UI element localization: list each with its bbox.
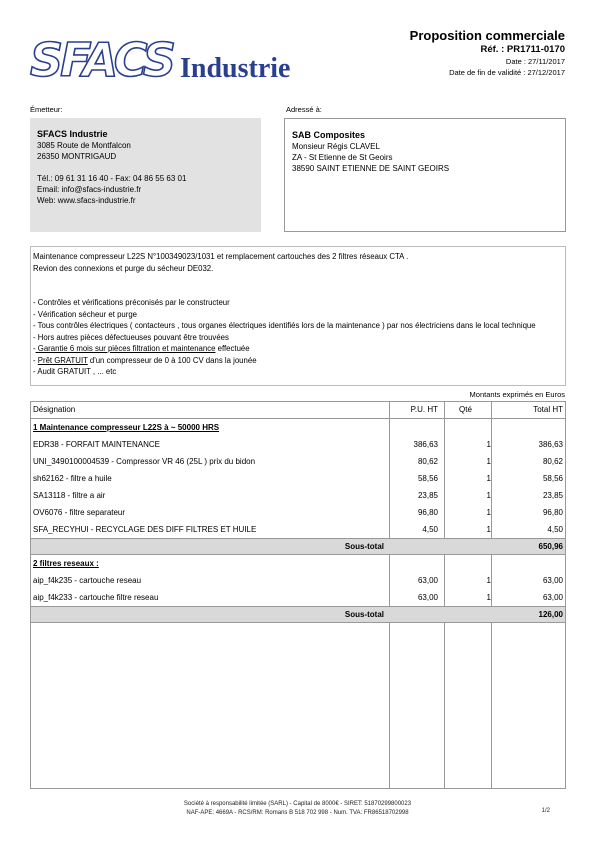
table-row <box>31 521 565 538</box>
table-row <box>31 589 565 606</box>
item-designation: UNI_3490100004539 - Compressor VR 46 (25L ) prix du bidon <box>33 457 256 466</box>
description-bullet: - Audit GRATUIT , ... etc <box>33 367 117 376</box>
item-total: 58,56 <box>542 474 563 483</box>
table-row <box>31 572 565 589</box>
item-total: 4,50 <box>547 525 563 534</box>
description-bullet-loan <box>33 355 563 367</box>
item-quantity: 1 <box>486 491 491 500</box>
bullet-prefix: - <box>33 355 38 365</box>
subtotal-value: 650,96 <box>538 542 563 551</box>
page-number: 1/2 <box>541 808 550 814</box>
item-designation: OV6076 - filtre separateur <box>33 508 126 517</box>
recipient-address-line2: 38590 SAINT ETIENNE DE SAINT GEOIRS <box>292 164 450 173</box>
subtotal-row <box>31 606 565 623</box>
company-logo <box>30 34 320 86</box>
item-total: 80,62 <box>542 457 563 466</box>
emitter-box <box>30 118 261 232</box>
table-row <box>31 487 565 504</box>
document-title: Proposition commerciale <box>409 28 565 43</box>
recipient-label: Adressé à: <box>286 105 322 114</box>
emitter-address-line2: 26350 MONTRIGAUD <box>37 152 117 161</box>
bullet-suffix: effectuée <box>215 344 250 353</box>
item-unit-price: 58,56 <box>417 474 438 483</box>
section-title-row <box>31 419 565 436</box>
header-total: Total HT <box>533 405 563 414</box>
section-title: 2 filtres reseaux : <box>33 559 99 568</box>
footer-line: Société à responsabilité limitée (SARL) - Capital de 8000€ - SIRET: 51870299800023 <box>183 801 412 807</box>
description-line: Maintenance compresseur L22S N°100349023/1031 et remplacement cartouches des 2 filtres réseaux CTA . <box>33 252 409 261</box>
emitter-address-line1: 3085 Route de Montfalcon <box>37 141 131 150</box>
description-box <box>30 246 566 386</box>
item-designation: EDR38 - FORFAIT MAINTENANCE <box>33 440 160 449</box>
logo-brand: SFACS <box>30 33 174 87</box>
emitter-web: Web: www.sfacs-industrie.fr <box>37 196 136 205</box>
items-table <box>30 401 566 789</box>
recipient-name: SAB Composites <box>292 130 366 140</box>
recipient-contact: Monsieur Régis CLAVEL <box>292 142 380 151</box>
warranty-text: Garantie 6 mois sur pièces filtration et maintenance <box>35 344 216 353</box>
item-quantity: 1 <box>486 525 491 534</box>
header-unit-price: P.U. HT <box>410 405 438 414</box>
section-title-row <box>31 555 565 572</box>
item-total: 386,63 <box>538 440 563 449</box>
item-unit-price: 63,00 <box>417 576 438 585</box>
free-loan-text: Prêt GRATUIT <box>37 355 88 365</box>
item-designation: aip_f4k233 - cartouche filtre reseau <box>33 593 159 602</box>
logo-suffix: Industrie <box>180 53 291 84</box>
emitter-name: SFACS Industrie <box>37 129 108 139</box>
table-row <box>31 504 565 521</box>
subtotal-value: 126,00 <box>538 610 563 619</box>
item-quantity: 1 <box>486 440 491 449</box>
item-quantity: 1 <box>486 457 491 466</box>
emitter-phone: Tél.: 09 61 31 16 40 - Fax: 04 86 55 63 01 <box>37 174 187 183</box>
emitter-label: Émetteur: <box>30 105 63 114</box>
currency-note: Montants exprimés en Euros <box>469 390 565 399</box>
item-total: 96,80 <box>542 508 563 517</box>
document-date: Date : 27/11/2017 <box>505 57 565 66</box>
item-unit-price: 23,85 <box>417 491 438 500</box>
item-unit-price: 80,62 <box>417 457 438 466</box>
footer-line: NAF-APE: 4669A - RCS/RM: Romans B 518 702 998 - Num. TVA: FR86518702998 <box>186 809 409 816</box>
item-total: 23,85 <box>542 491 563 500</box>
item-quantity: 1 <box>486 508 491 517</box>
table-header <box>31 402 565 419</box>
validity-date: Date de fin de validité : 27/12/2017 <box>449 68 565 77</box>
item-quantity: 1 <box>486 474 491 483</box>
bullet-prefix: - <box>33 344 36 353</box>
table-row <box>31 453 565 470</box>
description-bullet: - Hors autres pièces défectueuses pouvant être trouvées <box>33 332 229 342</box>
subtotal-label: Sous-total <box>344 610 384 619</box>
item-unit-price: 4,50 <box>422 525 438 534</box>
description-bullet: - Vérification sécheur et purge <box>33 309 138 319</box>
item-unit-price: 386,63 <box>413 440 438 449</box>
item-unit-price: 63,00 <box>417 593 438 602</box>
item-quantity: 1 <box>486 593 491 602</box>
item-designation: sh62162 - filtre a huile <box>33 474 112 483</box>
description-bullet-warranty <box>33 343 563 355</box>
header-designation: Désignation <box>33 405 76 414</box>
description-bullet: - Contrôles et vérifications préconisés par le constructeur <box>33 298 230 307</box>
item-total: 63,00 <box>542 593 563 602</box>
item-total: 63,00 <box>542 576 563 585</box>
description-bullet: - Tous contrôles électriques ( contacteurs , tous organes électriques identifiés lors de la maintenance ) par nos électriciens dans le local technique <box>33 321 536 330</box>
recipient-box <box>284 118 566 232</box>
item-designation: SA13118 - filtre a air <box>33 491 106 500</box>
description-line: Revion des connexions et purge du sécheur DE032. <box>33 263 214 273</box>
emitter-email: Email: info@sfacs-industrie.fr <box>37 185 142 194</box>
item-quantity: 1 <box>486 576 491 585</box>
item-unit-price: 96,80 <box>417 508 438 517</box>
header-quantity: Qté <box>459 405 472 414</box>
document-reference: Réf. : PR1711-0170 <box>480 44 565 55</box>
recipient-address-line1: ZA - St Etienne de St Geoirs <box>292 153 393 162</box>
bullet-suffix: d'un compresseur de 0 à 100 CV dans la jounée <box>87 355 257 365</box>
subtotal-row <box>31 538 565 555</box>
section-title: 1 Maintenance compresseur L22S à ~ 50000 HRS <box>33 423 220 432</box>
item-designation: SFA_RECYHUI - RECYCLAGE DES DIFF FILTRES ET HUILE <box>33 525 257 534</box>
item-designation: aip_f4k235 - cartouche reseau <box>33 576 142 585</box>
table-row <box>31 436 565 453</box>
document-header <box>410 28 565 78</box>
table-row <box>31 470 565 487</box>
subtotal-label: Sous-total <box>344 542 384 551</box>
legal-footer <box>0 800 595 817</box>
